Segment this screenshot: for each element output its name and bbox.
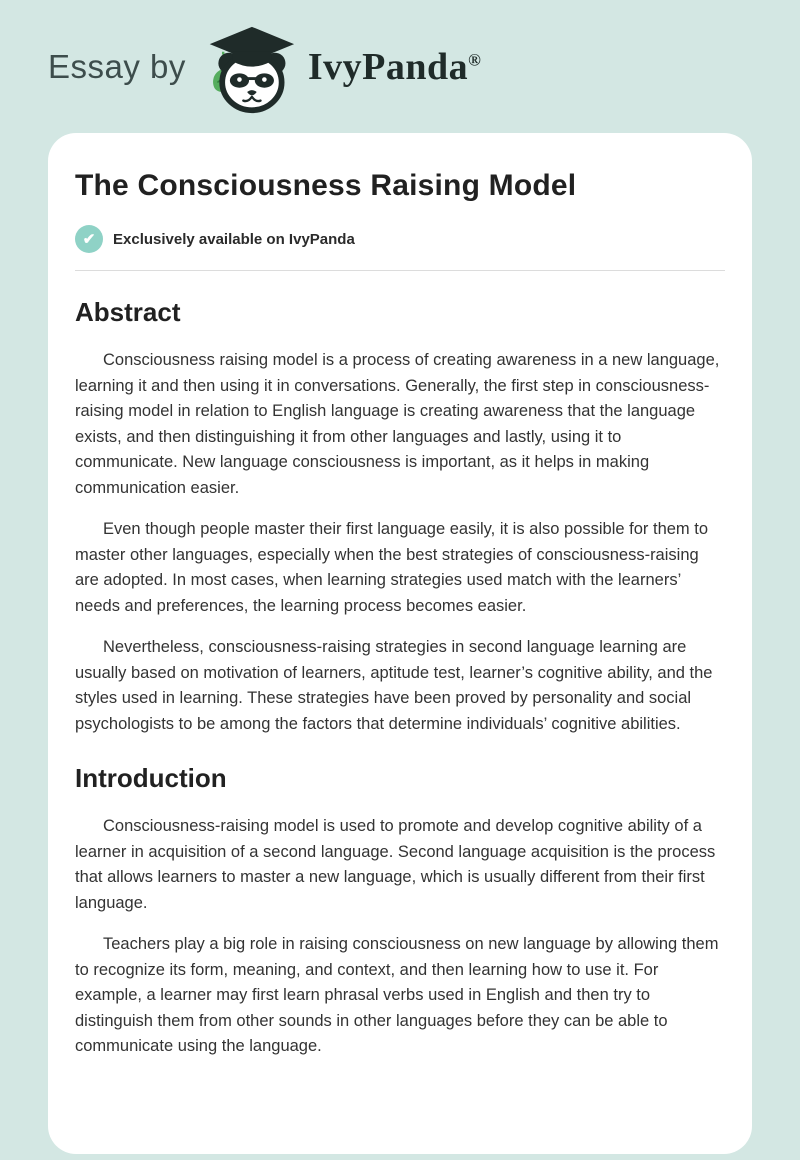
introduction-paragraph-2: Teachers play a big role in raising consciousness on new language by allowing them to recognize its form, meaning, and context, and then learning how to use it. For example, a learner may first learn phrasal verbs used in English and then try to distinguish them from other sounds in other languages before they can be able to communicate using the language. xyxy=(75,935,719,1055)
checkmark-icon: ✔ xyxy=(75,225,103,253)
brand-name: IvyPanda xyxy=(307,45,469,88)
section-heading-abstract: Abstract xyxy=(75,297,181,327)
abstract-paragraph-3: Nevertheless, consciousness-raising strategies in second language learning are usually based on motivation of learners, aptitude test, learner’s cognitive ability, and the styles used in learning. These strategies have been proved by personality and social psychologists to be among the factors that determine individuals’ cognitive abilities. xyxy=(75,638,713,733)
abstract-paragraph-2: Even though people master their first language easily, it is also possible for them to master other languages, especially when the best strategies of consciousness-raising are adopted. In most cases, when learning strategies used match with the learners’ needs and preferences, the learning process becomes easier. xyxy=(75,520,709,615)
header-prefix: Essay by xyxy=(48,47,186,85)
introduction-paragraph-1: Consciousness-raising model is used to promote and develop cognitive ability of a learner in acquisition of a second language. Second language acquisition is the process that allows learners to master a new language, which is usually different from their first language. xyxy=(75,817,716,912)
section-heading-introduction: Introduction xyxy=(75,763,227,793)
badge-text: Exclusively available on IvyPanda xyxy=(113,230,355,248)
essay-card xyxy=(48,133,752,1154)
abstract-paragraph-1: Consciousness raising model is a process of creating awareness in a new language, learning it and then using it in conversations. Generally, the first step in consciousness-raising model in relation to English language is creating awareness that the language exists, and then distinguishing it from other languages and lastly, using it to communicate. New language consciousness is important, as it helps in making communication easier. xyxy=(75,351,720,497)
page-title: The Consciousness Raising Model xyxy=(75,169,577,202)
registered-trademark-symbol: ® xyxy=(468,49,482,69)
panda-graduation-cap-logo-icon xyxy=(200,23,300,115)
brand-wordmark xyxy=(308,45,481,89)
exclusive-badge xyxy=(75,225,725,253)
divider xyxy=(75,270,725,271)
header xyxy=(48,0,752,133)
